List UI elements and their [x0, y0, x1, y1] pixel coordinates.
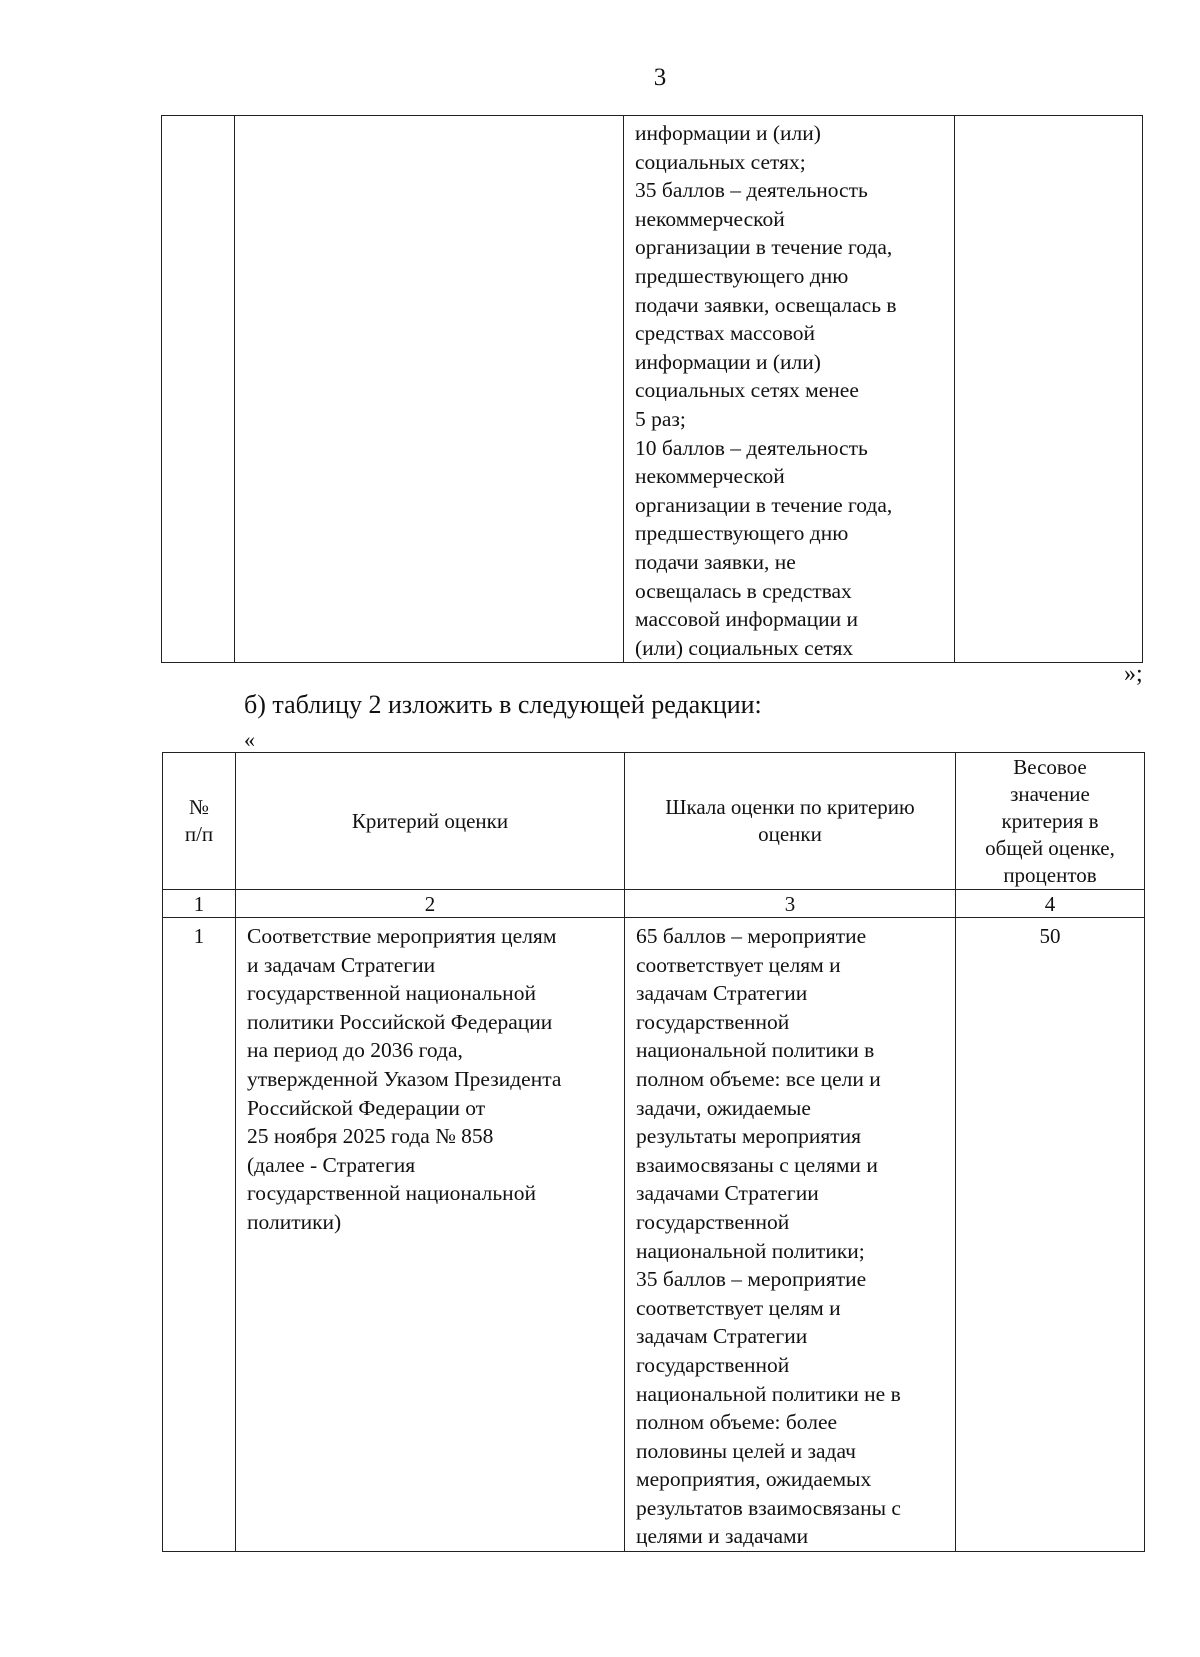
header-line: Критерий оценки	[351, 808, 509, 833]
text-line: некоммерческой	[635, 464, 785, 489]
text-line: половины целей и задач	[636, 1438, 856, 1463]
column-number: 1	[163, 890, 236, 918]
text-line: информации и (или)	[635, 349, 821, 374]
section-heading: б) таблицу 2 изложить в следующей редакции:	[244, 690, 762, 719]
column-number: 4	[956, 890, 1145, 918]
text-line: задачами Стратегии	[636, 1181, 819, 1206]
text-line: подачи заявки, не	[635, 549, 796, 574]
header-line: общей оценке,	[985, 835, 1115, 860]
text-line: результатов взаимосвязаны с	[636, 1495, 901, 1520]
rating-scale-cell	[624, 116, 955, 663]
text-line: 35 баллов – мероприятие	[636, 1267, 867, 1292]
continued-table	[161, 115, 1143, 663]
header-line: Шкала оценки по критерию	[665, 795, 915, 819]
page-number: 3	[653, 64, 667, 91]
header-line: значение	[1010, 781, 1090, 806]
text-line: утвержденной Указом Президента	[247, 1066, 562, 1091]
text-line: политики Российской Федерации	[247, 1009, 553, 1034]
text-line: подачи заявки, освещалась в	[635, 292, 897, 317]
text-line: задачам Стратегии	[636, 981, 808, 1006]
header-line: №	[188, 795, 210, 819]
text-line: 25 ноября 2025 года № 858	[247, 1124, 494, 1149]
text-line: полном объеме: все цели и	[636, 1066, 881, 1091]
text-line: политики)	[247, 1209, 342, 1234]
header-number	[163, 753, 236, 890]
text-line: 35 баллов – деятельность	[635, 178, 868, 203]
header-line: п/п	[184, 822, 214, 846]
text-line: социальных сетях менее	[635, 378, 859, 403]
text-line: результаты мероприятия	[636, 1124, 862, 1149]
text-line: национальной политики не в	[636, 1381, 901, 1406]
text-line: Российской Федерации от	[247, 1095, 486, 1120]
header-line: процентов	[1003, 862, 1097, 887]
text-line: некоммерческой	[635, 206, 785, 231]
header-row	[163, 753, 1145, 890]
text-line: и задачам Стратегии	[247, 952, 436, 977]
criterion-cell	[236, 918, 625, 1552]
column-number-row	[163, 890, 1145, 918]
criterion-cell	[235, 116, 624, 663]
text-line: предшествующего дню	[635, 521, 849, 546]
text-line: освещалась в средствах	[635, 578, 852, 603]
opening-quote: «	[244, 727, 255, 752]
rating-scale-text	[624, 116, 954, 662]
text-line: государственной национальной	[247, 1181, 536, 1206]
header-line: оценки	[758, 822, 822, 846]
text-line: организации в течение года,	[635, 235, 893, 260]
header-line: критерия в	[1001, 808, 1099, 833]
text-line: организации в течение года,	[635, 492, 893, 517]
column-number: 3	[625, 890, 956, 918]
closing-quote: »;	[1124, 661, 1143, 687]
text-line: национальной политики;	[636, 1238, 865, 1263]
weight-cell	[955, 116, 1143, 663]
text-line: соответствует целям и	[636, 952, 841, 977]
text-line: соответствует целям и	[636, 1295, 841, 1320]
criteria-table	[162, 752, 1145, 1552]
table-row	[163, 918, 1145, 1552]
header-line: Весовое	[1013, 754, 1087, 779]
text-line: (или) социальных сетях	[635, 635, 854, 660]
table-row	[162, 116, 1143, 663]
text-line: задачи, ожидаемые	[636, 1095, 811, 1120]
text-line: массовой информации и	[635, 607, 858, 632]
text-line: 10 баллов – деятельность	[635, 435, 868, 460]
text-line: (далее - Стратегия	[247, 1152, 416, 1177]
criterion-text	[236, 918, 624, 1237]
header-weight	[956, 753, 1145, 890]
header-scale	[625, 753, 956, 890]
text-line: социальных сетях;	[635, 149, 806, 174]
text-line: государственной	[636, 1009, 790, 1034]
text-line: задачам Стратегии	[636, 1324, 808, 1349]
text-line: Соответствие мероприятия целям	[247, 924, 557, 948]
header-criterion	[236, 753, 625, 890]
number-cell	[162, 116, 235, 663]
text-line: предшествующего дню	[635, 263, 849, 288]
text-line: средствах массовой	[635, 321, 816, 346]
text-line: целями и задачами	[636, 1524, 809, 1549]
text-line: государственной	[636, 1352, 790, 1377]
rating-scale-cell	[625, 918, 956, 1552]
text-line: 65 баллов – мероприятие	[636, 924, 867, 948]
rating-scale-text	[625, 918, 955, 1551]
column-number: 2	[236, 890, 625, 918]
text-line: государственной национальной	[247, 981, 536, 1006]
weight-value: 50	[956, 918, 1145, 1552]
row-number: 1	[163, 918, 236, 1552]
text-line: 5 раз;	[635, 406, 686, 431]
text-line: информации и (или)	[635, 121, 821, 145]
text-line: мероприятия, ожидаемых	[636, 1467, 872, 1492]
text-line: взаимосвязаны с целями и	[636, 1152, 878, 1177]
text-line: полном объеме: более	[636, 1410, 838, 1435]
text-line: государственной	[636, 1209, 790, 1234]
text-line: национальной политики в	[636, 1038, 875, 1063]
text-line: на период до 2036 года,	[247, 1038, 463, 1063]
